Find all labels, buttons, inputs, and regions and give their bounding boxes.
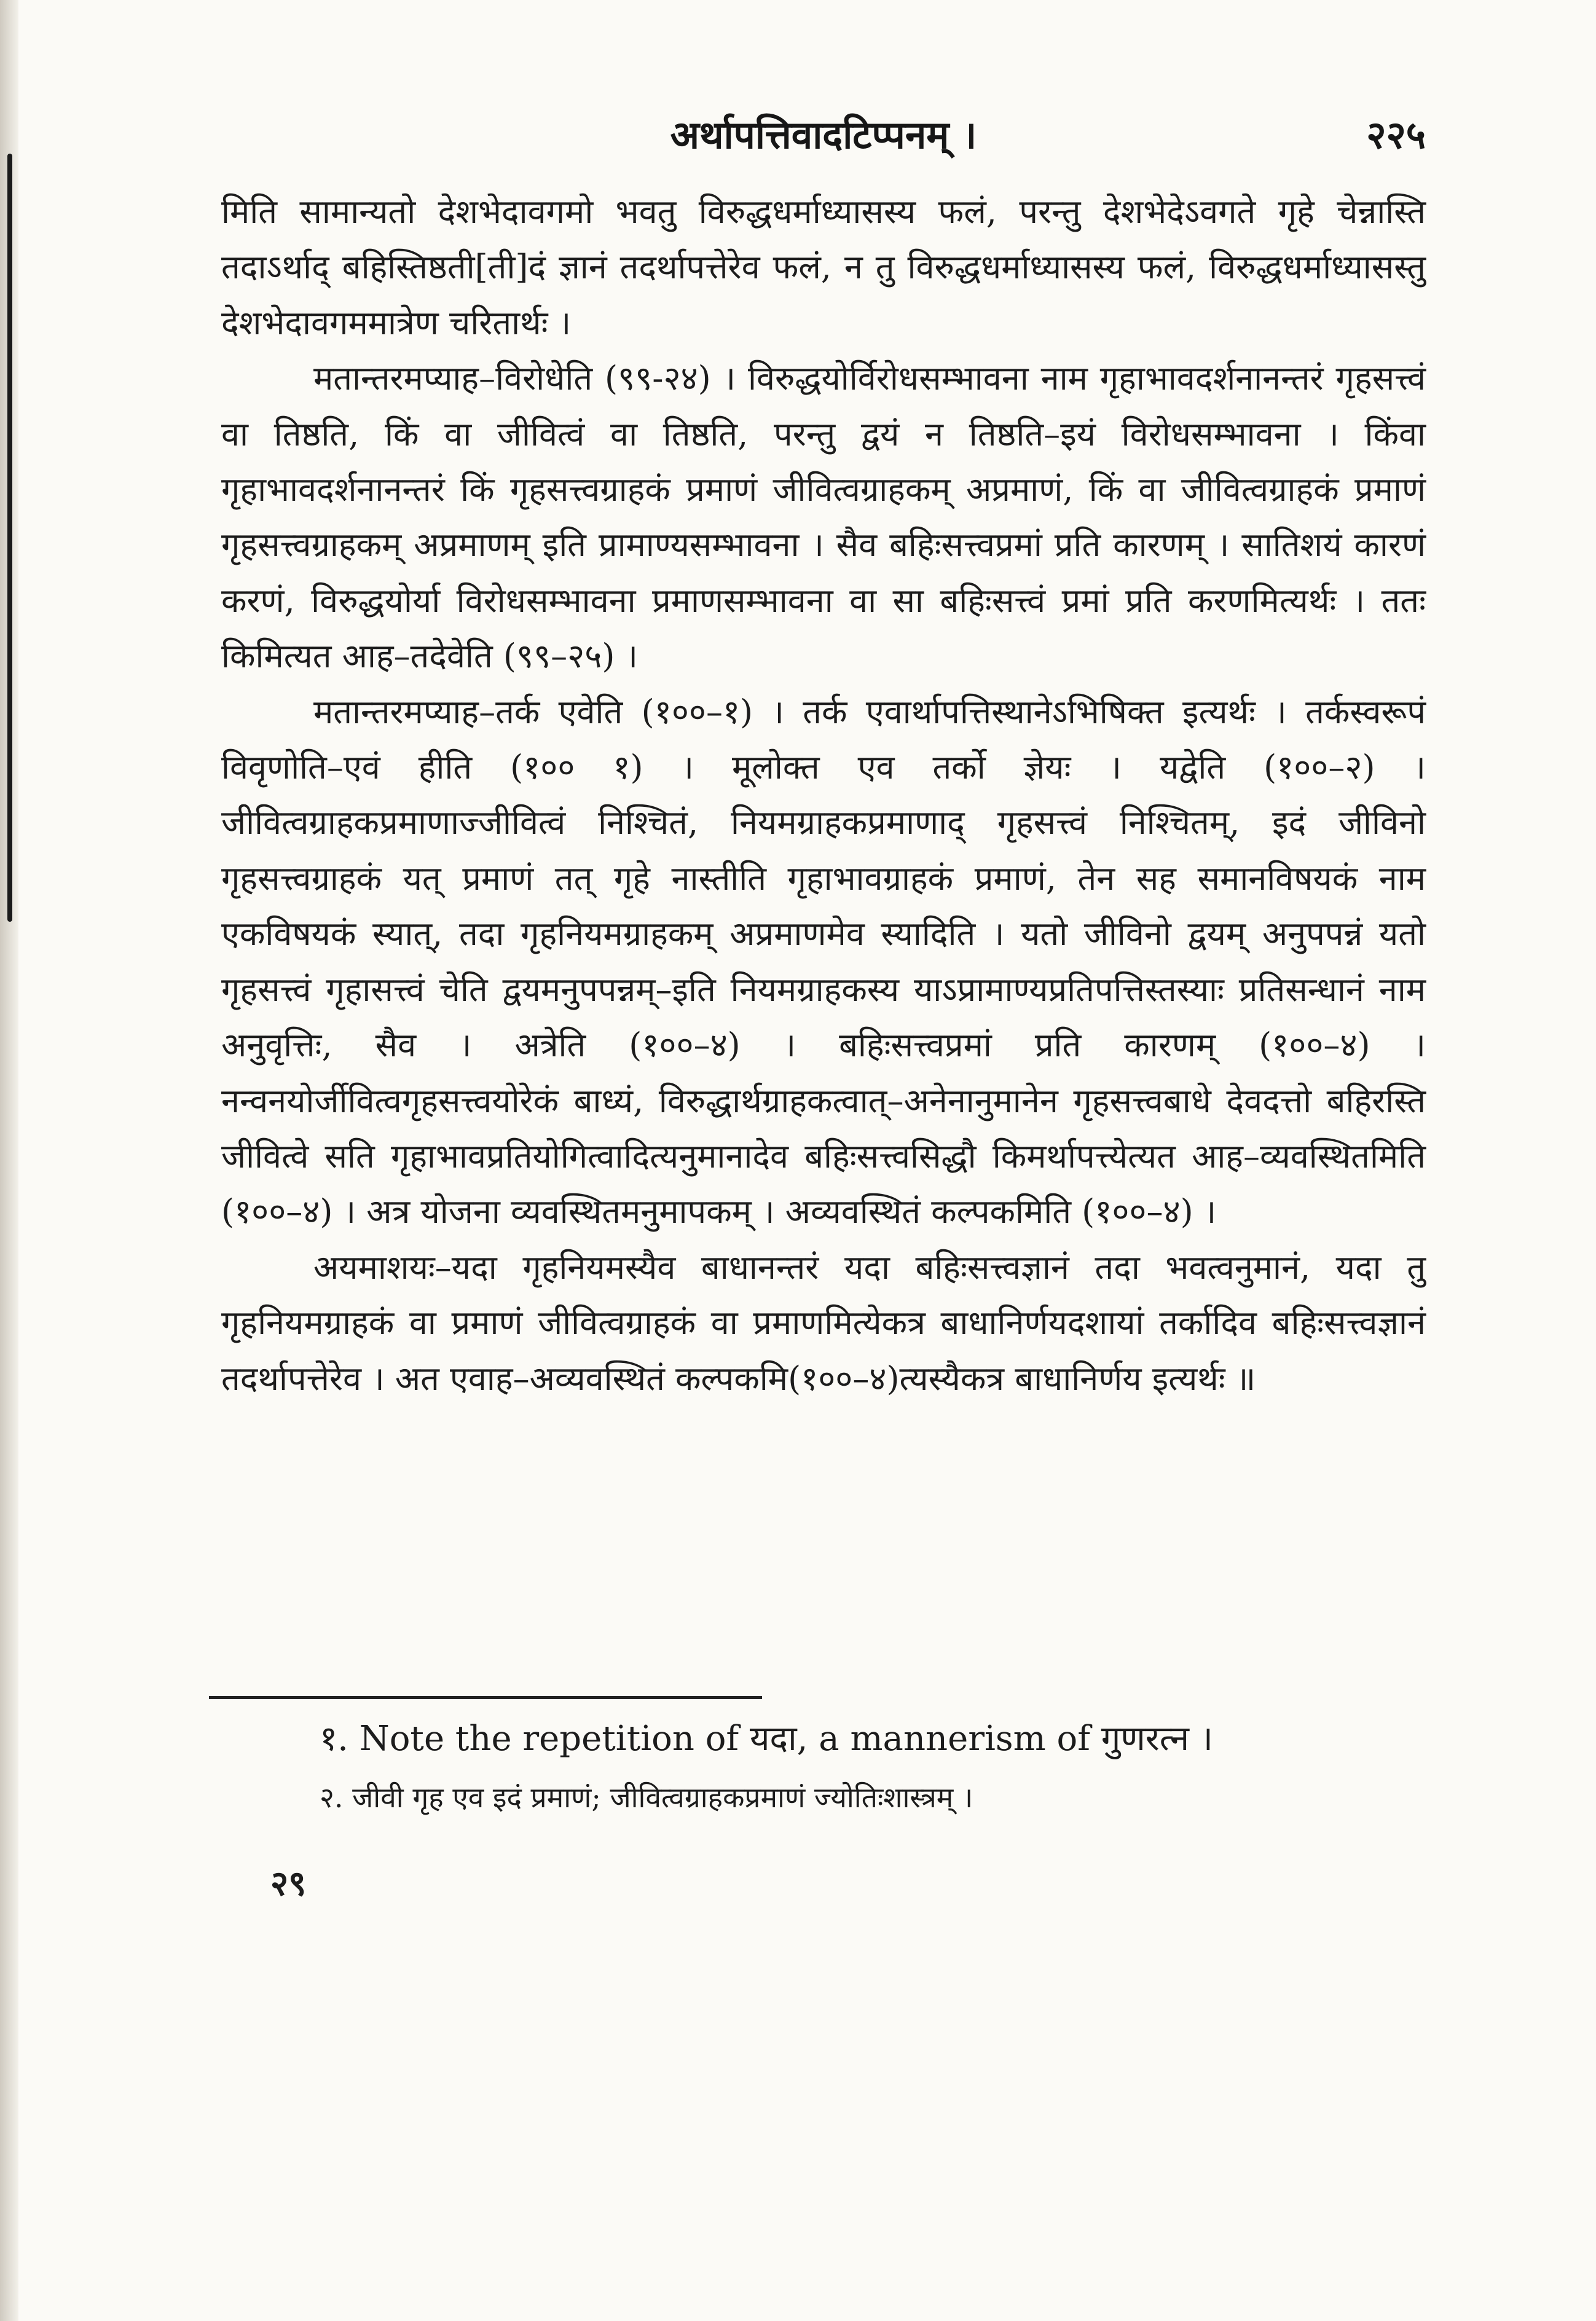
body-text <box>221 184 1426 1407</box>
footnotes <box>320 1708 1426 1825</box>
footnote-rule <box>209 1696 762 1699</box>
paragraph-4: अयमाशयः–यदा गृहनियमस्यैव बाधानन्तरं यदा बहिःसत्त्वज्ञानं तदा भवत्वनुमानं, यदा तु गृहनियमग्राहकं वा प्रमाणं जीवित्वग्राहकं वा प्रमाणमित्येकत्र बाधानिर्णयदशायां तर्कादिव बहिःसत्त्वज्ञानं तदर्थापत्तेरेव । अत एवाह–अव्यवस्थितं कल्पकमि(१००–४)त्यस्यैकत्र बाधानिर्णय इत्यर्थः ॥ <box>221 1247 1426 1398</box>
paragraph-1: मिति सामान्यतो देशभेदावगमो भवतु विरुद्धधर्माध्यासस्य फलं, परन्तु देशभेदेऽवगते गृहे चेन्नास्ति तदाऽर्थाद् बहिस्तिष्ठती[ती]दं ज्ञानं तदर्थापत्तेरेव फलं, न तु विरुद्धधर्माध्यासस्य फलं, विरुद्धधर्माध्यासस्तु देशभेदावगममात्रेण चरितार्थः । <box>221 192 1426 342</box>
margin-stroke <box>7 154 12 922</box>
running-header <box>221 104 1426 172</box>
page-number: २२५ <box>1366 112 1426 157</box>
paragraph-2: मतान्तरमप्याह–विरोधेति (९९-२४) । विरुद्धयोर्विरोधसम्भावना नाम गृहाभावदर्शनानन्तरं गृहसत्त्वं वा तिष्ठति, किं वा जीवित्वं वा तिष्ठति, परन्तु द्वयं न तिष्ठति–इयं विरोधसम्भावना । किंवा गृहाभावदर्शनानन्तरं किं गृहसत्त्वग्राहकं प्रमाणं जीवित्वग्राहकम् अप्रमाणं, किं वा जीवित्वग्राहकं प्रमाणं गृहसत्त्वग्राहकम् अप्रमाणम् इति प्रामाण्यसम्भावना । सैव बहिःसत्त्वप्रमां प्रति कारणम् । सातिशयं कारणं करणं, विरुद्धयोर्या विरोधसम्भावना प्रमाणसम्भावना वा सा बहिःसत्त्वं प्रमां प्रति करणमित्यर्थः । ततः किमित्यत आह–तदेवेति (९९–२५) । <box>221 359 1426 676</box>
signature-mark: २९ <box>270 1863 307 1904</box>
footnote-1: १. Note the repetition of यदा, a mannerism of गुणरत्न । <box>320 1719 1213 1759</box>
footnote-2: २. जीवी गृह एव इदं प्रमाणं; जीवित्वग्राहकप्रमाणं ज्योतिःशास्त्रम् । <box>320 1781 973 1814</box>
running-title: अर्थापत्तिवादटिप्पनम् । <box>670 112 977 157</box>
paragraph-3: मतान्तरमप्याह–तर्क एवेति (१००–१) । तर्क एवार्थापत्तिस्थानेऽभिषिक्त इत्यर्थः । तर्कस्वरूपं विवृणोति–एवं हीति (१०० १) । मूलोक्त एव तर्को ज्ञेयः । यद्वेति (१००–२) । जीवित्वग्राहकप्रमाणाज्जीवित्वं निश्चितं, नियमग्राहकप्रमाणाद् गृहसत्त्वं निश्चितम्, इदं जीविनो गृहसत्त्वग्राहकं यत् प्रमाणं तत् गृहे नास्तीति गृहाभावग्राहकं प्रमाणं, तेन सह समानविषयकं नाम एकविषयकं स्यात्, तदा गृहनियमग्राहकम् अप्रमाणमेव स्यादिति । यतो जीविनो द्वयम् अनुपपन्नं यतो गृहसत्त्वं गृहासत्त्वं चेति द्वयमनुपपन्नम्–इति नियमग्राहकस्य याऽप्रामाण्यप्रतिपत्तिस्तस्याः प्रतिसन्धानं नाम अनुवृत्तिः, सैव । अत्रेति (१००–४) । बहिःसत्त्वप्रमां प्रति कारणम् (१००–४) । नन्वनयोर्जीवित्वगृहसत्त्वयोरेकं बाध्यं, विरुद्धार्थग्राहकत्वात्–अनेनानुमानेन गृहसत्त्वबाधे देवदत्तो बहिरस्ति जीवित्वे सति गृहाभावप्रतियोगित्वादित्यनुमानादेव बहिःसत्त्वसिद्धौ किमर्थापत्त्येत्यत आह–व्यवस्थितमिति (१००–४) । अत्र योजना व्यवस्थितमनुमापकम् । अव्यवस्थितं कल्पकमिति (१००–४) । <box>221 692 1426 1231</box>
